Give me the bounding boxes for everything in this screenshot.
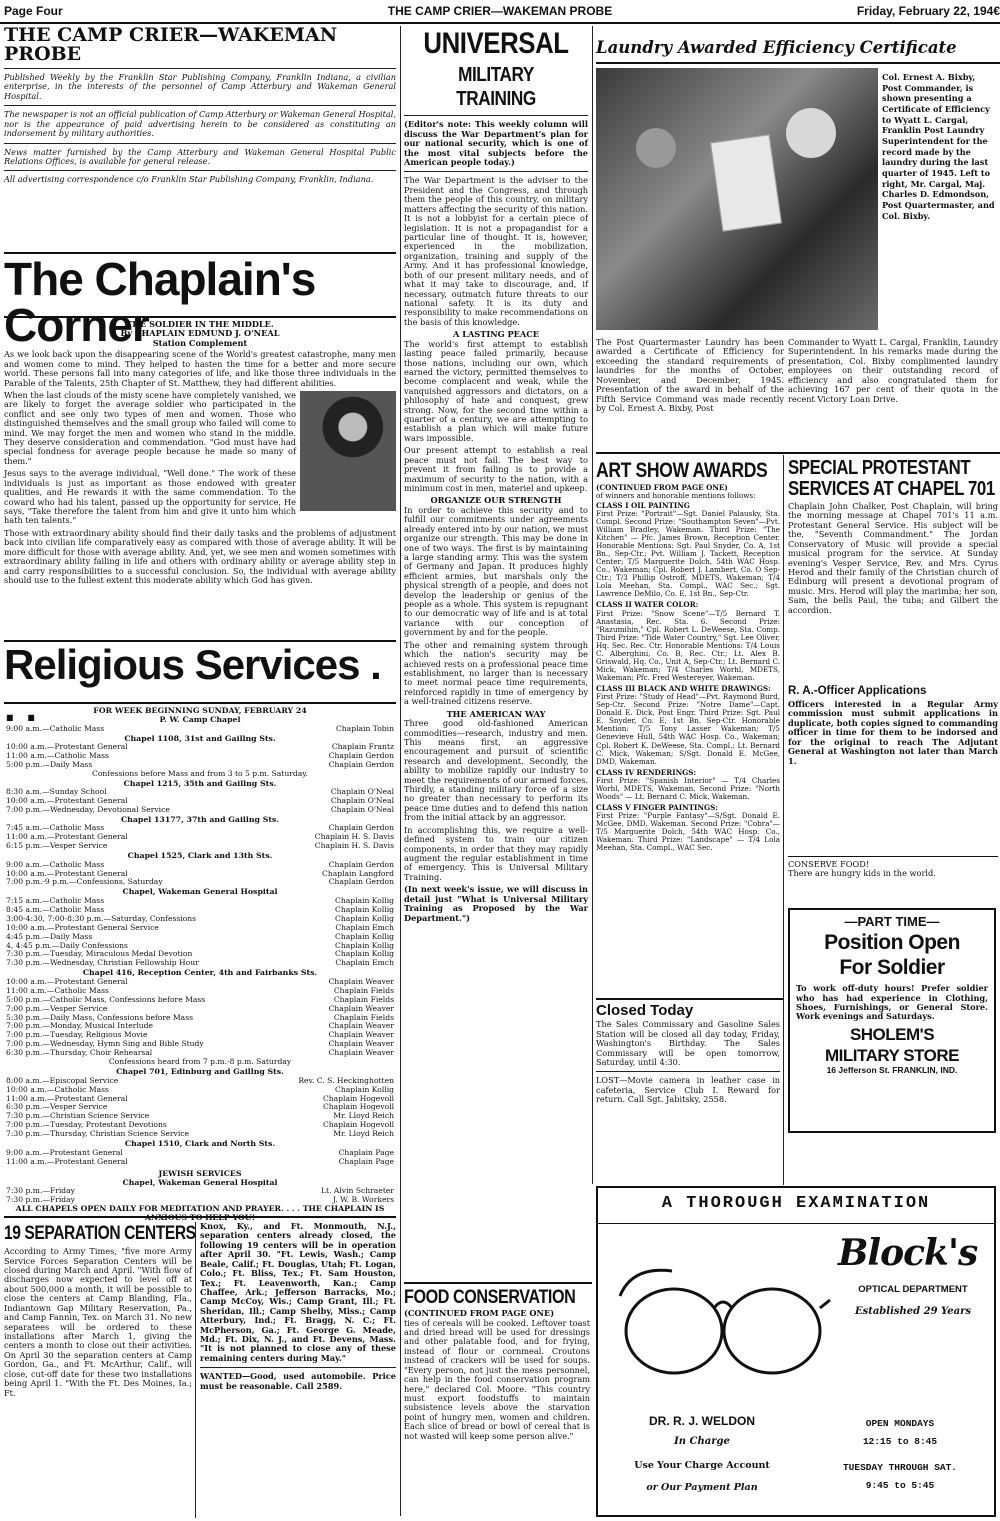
service-officiant: Chaplain Weaver: [328, 1048, 394, 1058]
art-class-heading: CLASS III BLACK AND WHITE DRAWINGS:: [596, 684, 771, 694]
service-time: 8:00 a.m.—Episcopal Service: [6, 1075, 119, 1085]
service-time: 11:00 a.m.—Protestant General: [6, 832, 128, 842]
parttime-top: —PART TIME—: [844, 914, 940, 929]
service-officiant: Chaplain Gerdon: [328, 859, 394, 869]
service-officiant: Chaplain Fields: [333, 985, 394, 995]
lost-ad: LOST—Movie camera in leather case in cafeteria, Service Club I. Reward for return. Call Sgt. Jabitsky, 2558.: [596, 1075, 780, 1105]
service-officiant: Chaplain Langford: [322, 868, 394, 878]
chapel-heading: Chapel 1215, 35th and Gaillng Sts.: [123, 778, 277, 788]
service-time: 7:00 p.m.—Wednesday, Devotional Service: [6, 805, 170, 815]
service-officiant: Chaplain Kollig: [335, 1084, 394, 1094]
parttime-store2: MILITARY STORE: [824, 1045, 960, 1065]
service-officiant: Chaplain Page: [338, 1147, 394, 1157]
service-officiant: Chaplain Kollig: [335, 940, 394, 950]
separation-article: [4, 1222, 196, 1517]
art-class-heading: CLASS V FINGER PAINTINGS:: [596, 802, 718, 812]
service-time: 7:00 p.m.—Monday, Musical Interlude: [6, 1021, 154, 1031]
service-officiant: Chaplain Gerdon: [328, 759, 394, 769]
chaplain-unit: Station Complement: [152, 337, 248, 348]
closed-body: The Sales Commissary and Gasoline Sales Station will be closed all day today, Friday, Washington's Birthday. The Sales Commissary will be open tomorrow, Saturday, until 4:30.: [596, 1019, 780, 1067]
separation-col1: According to Army Times, "five more Army Service Forces Separation Centers will be closed during March and April. "With flow of discharges now expected to level off at about 500,000 a month, it will be possible to close the centers at Camp Blanding, Fla., Indiantown Gap Military Reservation, Pa., and Camp Fannin, Tex. on March 31. No new separatees will be ordered to these installations after March 1, giving the centers a month to close out their activities. On April 30 the separation centers at Camp Gordon, Ga., and Ft. McArthur, Calif., will close, cut-off date for these two installations being April 1. "With the Ft. Des Moines, Ia.; Ft.: [4, 1246, 192, 1398]
service-officiant: Chaplain Tobin: [335, 723, 394, 733]
service-officiant: Chaplain Kollig: [335, 904, 394, 914]
service-officiant: Chaplain Kollig: [335, 931, 394, 941]
chapel-heading: Chapel 1510, Clark and North Sts.: [124, 1139, 276, 1149]
schedule-note: Confessions before Mass and from 3 to 5 p.m. Saturday.: [92, 768, 308, 778]
service-officiant: Chaplain O'Neal: [330, 787, 394, 797]
service-time: 10:00 a.m.—Protestant General Service: [6, 922, 159, 932]
service-officiant: Mr. Lloyd Reich: [333, 1129, 394, 1139]
art-class-heading: CLASS I OIL PAINTING: [596, 500, 690, 510]
service-time: 9:00 a.m.—Protestant General: [6, 1147, 123, 1157]
service-officiant: Chaplain H. S. Davis: [314, 832, 394, 842]
separation-headline: 19 SEPARATION CENTERS: [4, 1223, 196, 1244]
art-intro: of winners and honorable mentions follows:: [596, 490, 756, 500]
art-article: [596, 458, 780, 998]
protestant-headline: SPECIAL PROTESTANT SERVICES AT CHAPEL 701: [788, 457, 995, 500]
service-time: 3:00-4:30, 7:00-8:30 p.m.—Saturday, Confessions: [6, 913, 197, 923]
staff-box-p2: The newspaper is not an official publication of Camp Atterbury or Wakeman General Hospital, nor is the appearance of paid advertising herein to be considered as constituting an indorsement by military authorities.: [4, 109, 396, 139]
chaplain-headline: THE SOLDIER IN THE MIDDLE.: [126, 319, 274, 329]
service-time: 4, 4:45 p.m.—Daily Confessions: [6, 940, 128, 950]
schedule-row: [6, 878, 394, 887]
staff-box-p4: All advertising correspondence c/o Franklin Star Publishing Company, Franklin, Indiana.: [4, 174, 374, 185]
conserve-head: CONSERVE FOOD!: [788, 859, 870, 869]
schedule-note: Confessions heard from 7 p.m.-8 p.m. Saturday: [108, 1057, 292, 1067]
service-officiant: Lt. Alvin Schraeter: [320, 1186, 394, 1196]
officer-body: Officers interested in a Regular Army commission must submit applications in duplicate, both copies signed to commanding officer in time for them to be indorsed and for the original to reach The Adjutant General at Washington not later than March 1.: [788, 699, 998, 766]
chaplain-p2: When the last clouds of the misty scene have completely vanished, we are likely to forget the average soldier who participated in the conflict and see only two types of men and women. Those who distinguished themselves and the small group who failed will come to mind. We may forget the men and women who stand in the middle. They deserve consideration and commendation. "God must have had special fondness for average people because he made so many of them.": [4, 389, 296, 466]
chaplain-p3: Jesus says to the average individual, "Well done." The work of these individuals is just as important as those endowed with greater qualities, and He rewards it with the same commendation. To the coward who had his talent, passed up the opportunity for service, He says, "Take therefore the talent from him and give it unto him which hath ten talents.": [4, 468, 296, 526]
service-officiant: Mr. Lloyd Reich: [333, 1111, 394, 1121]
umt-p1: The War Department is the adviser to the President and the Congress, and through them the people of this country, on military matters affecting the security of this nation. It is not a lobbyist for a certain piece of legislation. It is not a propagandist for a particular line of thought. It is, however, experienced in the mobilization, organization, training and supply of the Army. And it has professional knowledge, both of our present military needs, and of what it may take to discourage, and, if necessary, outmatch future threats to our national safety. It is its duty and responsibility to make recommendations on the basis of this knowledge.: [404, 175, 588, 327]
food-headline: FOOD CONSERVATION: [404, 1287, 576, 1308]
service-officiant: Chaplain Weaver: [328, 976, 394, 986]
chaplain-banner: The Chaplain's Corner: [4, 253, 316, 351]
service-officiant: Chaplain Weaver: [328, 1021, 394, 1031]
service-time: 7:00 p.m.—Wednesday, Hymn Sing and Bible Study: [6, 1039, 204, 1049]
laundry-headline: Laundry Awarded Efficiency Certificate: [596, 38, 957, 57]
jewish-sub: Chapel, Wakeman General Hospital: [122, 1177, 278, 1187]
umt-sub1: A LASTING PEACE: [453, 329, 539, 340]
service-officiant: Chaplain Fields: [333, 1012, 394, 1022]
art-class-heading: CLASS II WATER COLOR:: [596, 600, 699, 610]
laundry-body-1: The Post Quartermaster Laundry has been awarded a Certificate of Efficiency for exceeding the standard requirements of laundries for the months of October, November, and December, 1945. Presentation of the award in behalf of the Fifth Service Command was made recently by Col. Ernest A. Bixby, Post: [596, 337, 784, 413]
parttime-line1: Position Open: [824, 930, 960, 954]
service-time: 7:30 p.m.—Wednesday, Christian Fellowship Hour: [6, 958, 199, 968]
umt-article: [404, 26, 588, 1186]
jewish-head: JEWISH SERVICES: [158, 1168, 242, 1178]
blocks-dept: OPTICAL DEPARTMENT: [858, 1284, 968, 1295]
umt-sub2: ORGANIZE OUR STRENGTH: [430, 495, 562, 506]
service-time: 7:30 p.m.—Friday: [6, 1195, 75, 1205]
chapel-heading: Chapel 416, Reception Center, 4th and Fairbanks Sts.: [82, 968, 318, 978]
parttime-body: To work off-duty hours! Prefer soldier who has had experience in Clothing, Shoes, Furnishings, or General Store. Work evenings and Saturdays.: [796, 983, 988, 1022]
service-time: 7:00 p.m.—Tuesday, Religious Movie: [6, 1030, 148, 1040]
blocks-banner: A THOROUGH EXAMINATION: [661, 1194, 931, 1213]
art-class-winners: First Prize: "Purple Fantasy"—S/Sgt. Donald E. McGee, DMD, Wakeman. Second Prize: "Cobra"—T/5 Marguerite Dolch, 54th WAC Hosp. Co., Wakeman. Third Prize: "Landscape" — T/4 Lola Meehan, Sta. Compl., WAC Sec.: [596, 811, 780, 853]
service-time: 10:00 a.m.—Catholic Mass: [6, 1084, 109, 1094]
separation-article-col2: [200, 1222, 396, 1517]
service-time: 5:00 p.m.—Catholic Mass, Confessions before Mass: [6, 994, 206, 1004]
service-officiant: Chaplain Weaver: [328, 1039, 394, 1049]
blocks-charge-2: or Our Payment Plan: [646, 1482, 758, 1493]
art-class-winners: First Prize: "Study of Head"—Pvt. Raymond Burd, Sep-Ctr. Second Prize: "Notre Dame"—Capt. Donald E. Dick, Post Engr. Third Prize: Sgt. Paul E. Snyder, Co. E, 1st Bn. Sep-Ctr. Honorable Mention: T/5 Tony Lasser Wakeman; T/5 Genevieve Hull, 54th WAC Hosp. Co., Wakeman; Cpl. Robert K. DeWeese, Sta. Compl.; Lt. Bernard C. Mick, Wakeman; S/Sgt. Donald E. McGee, DMD, Wakeman.: [596, 692, 780, 766]
art-headline: ART SHOW AWARDS: [596, 459, 768, 482]
service-time: 9:00 a.m.—Catholic Mass: [6, 723, 105, 733]
service-officiant: Chaplain Hogevoll: [322, 1120, 394, 1130]
service-officiant: Chaplain Kollig: [335, 949, 394, 959]
blocks-hours-2: 12:15 to 8:45: [862, 1436, 938, 1447]
conserve-box: [788, 860, 998, 904]
food-cont: (CONTINUED FROM PAGE ONE): [404, 1308, 555, 1319]
food-article: [404, 1286, 590, 1518]
food-body: ties of cereals will be cooked. Leftover toast and dried bread will be used for dressings and other palatable food, and for frying, instead of flour or cornmeal. Croutons instead of crackers will be used for soups. "Every person, not just the mess personnel, can help in the food conservation program here," declared Col. Moore. "This country must export foodstuffs to maintain subsistence levels above the starvation point of hungry men, women and children. Each slice of bread or bowl of cereal that is not wasted will keep some person alive.": [404, 1317, 590, 1441]
religious-banner: Religious Services . . .: [4, 641, 381, 730]
blocks-in-charge: In Charge: [674, 1436, 730, 1447]
schedule-row: [6, 725, 394, 734]
service-time: 7:45 a.m.—Catholic Mass: [6, 823, 105, 833]
blocks-doctor: DR. R. J. WELDON: [648, 1414, 755, 1428]
service-time: 4:45 p.m.—Daily Mass: [6, 931, 93, 941]
service-officiant: Chaplain Weaver: [328, 1003, 394, 1013]
service-officiant: Chaplain Emch: [335, 922, 394, 932]
service-time: 7:30 p.m.—Tuesday, Miraculous Medal Devotion: [6, 949, 193, 959]
protestant-body: Chaplain John Chalker, Post Chaplain, will bring the morning message at Chapel 701's 11 a.m. Protestant General Service. His subject will be the, "Seventh Commandment." The Jordan Conservatory of Music will provide a special musical program for the service. At Sunday evening's Vesper Service, Rev. and Mrs. Cyrus Herod and their family of the Christian church of Edinburg will present a devotional program of music. Mrs. Herod will play the marimba; her son, Sam, the bells Paul, the tuba; and Gilbert the accordion.: [788, 501, 998, 615]
laundry-caption: Col. Ernest A. Bixby, Post Commander, is shown presenting a Certificate of Efficiency to Wyatt L. Cargal, Franklin Post Laundry Superintendent for the record made by the laundry during the last quarter of 1945. Left to right, Mr. Cargal, Maj. Charles D. Edmondson, Post Quartermaster, and Col. Bixby.: [882, 72, 995, 221]
closed-article: [596, 1002, 780, 1182]
chaplain-article: [4, 320, 396, 638]
service-time: 10:00 a.m.—Protestant General: [6, 868, 128, 878]
schedule-row: [6, 1158, 394, 1167]
service-officiant: Chaplain O'Neal: [330, 796, 394, 806]
service-time: 6:30 p.m.—Vesper Service: [6, 1102, 108, 1112]
umt-p3: Our present attempt to establish a real peace must not fail. The best way to prevent it from failing is to provide a maximum of security to the nation, with a minimum cost in men, materiel and upkeep.: [404, 445, 588, 493]
umt-p7: In accomplishing this, we require a well-defined system to train our citizen components, in order that they may rapidly augment the regular establishment in time of emergency. This is Universal Military Training.: [404, 824, 588, 882]
parttime-ad: [788, 908, 996, 1133]
officer-headline: R. A.-Officer Applications: [788, 685, 927, 697]
service-time: 5:00 p.m.—Daily Mass: [6, 759, 93, 769]
blocks-established: Established 29 Years: [854, 1306, 972, 1317]
chapel-heading: Chapel, Wakeman General Hospital: [122, 887, 278, 897]
service-officiant: Chaplain H. S. Davis: [314, 841, 394, 851]
art-class-winners: First Prize: "Snow Scene"—T/5 Bernard T. Anastasia, Rec. Sta. 6. Second Prize: "Razumihin," Cpl. Robert L. DeWeese, Sta. Comp. Third Prize: "Tide Water Country," Sgt. Lee Oliver, Hq. Sec. Rec. Ctr. Honorable Mentions: T/4 Louis C. Alberghini, Co. B, Rec. Ctr.; Lt. Alex B. Griswald, Hq. Co., Unit A, Sep-Ctr.; Lt. Bernard C. Mick, Wakeman; T/4 Charles Worhl, MDETS, Wakeman; Pfc. Fred Westereyer, Wakeman.: [596, 608, 780, 683]
laundry-body-2: Commander to Wyatt L. Cargal, Franklin, Laundry Superintendent. In his remarks made during the presentation, Col. Bixby complimented laundry employees on their outstanding record of efficiency and also congratulated them for achieving 167 per cent of their quota in the recent Victory Loan Drive.: [788, 337, 998, 404]
schedule-row: [6, 959, 394, 968]
service-time: 9:00 a.m.—Catholic Mass: [6, 859, 105, 869]
staff-box: [4, 26, 396, 251]
service-time: 7:00 p.m.—Vesper Service: [6, 1003, 108, 1013]
schedule-row: [6, 1130, 394, 1139]
service-time: 10:00 a.m.—Protestant General: [6, 796, 128, 806]
service-time: 5:30 p.m.—Daily Mass, Confessions before Mass: [6, 1012, 193, 1022]
schedule-row: [6, 842, 394, 851]
page-number: Page Four: [4, 4, 63, 18]
chapel-heading: Chapel 1108, 31st and Gaillng Sts.: [124, 733, 276, 743]
service-time: 10:00 a.m.—Protestant General: [6, 976, 128, 986]
chapel-heading: Chapel 13177, 37th and Gaillng Sts.: [120, 815, 280, 824]
umt-sub3: THE AMERICAN WAY: [446, 708, 546, 719]
masthead-title: THE CAMP CRIER—WAKEMAN PROBE: [387, 4, 613, 18]
service-time: 11:00 a.m.—Protestant General: [6, 1093, 128, 1103]
parttime-store1: SHOLEM'S: [849, 1024, 935, 1044]
service-time: 11:00 a.m.—Catholic Mass: [6, 985, 109, 995]
chapel-heading: P. W. Camp Chapel: [159, 715, 241, 725]
service-officiant: J. W. B. Workers: [332, 1195, 394, 1205]
art-class-winners: First Prize: "Portrait"—Sgt. Daniel Palausky, Sta. Compl. Second Prize: "Southampton Seven"—Pvt. William Bradley, Wakeman. Third Prize: "The Kitchen" — Pfc. James Brown, Reception Center. Honorable Mentions: Sgt. Paul Snyder, Co. A, 1st Bn., Sep-Ctr.; Pvt. William J. Tackett, Reception Center; T/5 Marguerite Dolch, 54th WAC Hosp. Co., Wakeman; Cpl. Robert J. Lambert, Co. O Sep-Ctr.; T/3 Phillip Ostroff, MDETS, Wakeman; T/4 Lola Meehan, Sta. Compl., WAC Sec.; Sgt. Lawrence DeMilo, Co. E, 1st Bn., Sep-Ctr.: [596, 508, 780, 599]
staff-box-title: THE CAMP CRIER—WAKEMAN PROBE: [4, 24, 338, 65]
chapel-heading: Chapel 701, Edinburg and Gaillng Sts.: [116, 1067, 284, 1077]
umt-p6: Three good old-fashioned American commodities—research, industry and men. This means first, an aggressive encouragement and pursuit of scientific research and development. Secondly, the ability to mobilize rapidly our industry to meet the requirements of our armed forces. Thirdly, a standing military force of a size no greater than necessary to perform its peace time duties and to defend this nation from the initial attack by an aggressor.: [404, 718, 588, 823]
blocks-charge-1: Use Your Charge Account: [634, 1460, 770, 1471]
schedule-row: [6, 806, 394, 815]
schedule-week: FOR WEEK BEGINNING SUNDAY, FEBRUARY 24: [93, 706, 307, 715]
schedule-footer: ALL CHAPELS OPEN DAILY FOR MEDITATION AND PRAYER. . . . THE CHAPLAIN IS ANXIOUS TO HELP YOU!: [15, 1204, 385, 1223]
staff-box-p1: Published Weekly by the Franklin Star Publishing Company, Franklin Indiana, a civilian enterprise, in the interests of the personnel of Camp Atterbury and Wakeman General Hospital.: [4, 72, 396, 101]
service-officiant: Chaplain Gerdon: [328, 877, 394, 887]
chapel-heading: Chapel 1525, Clark and 13th Sts.: [127, 851, 273, 861]
service-officiant: Chaplain O'Neal: [330, 805, 394, 815]
parttime-line2: For Soldier: [839, 956, 945, 980]
officer-article: [788, 684, 998, 854]
umt-p2: The world's first attempt to establish lasting peace failed primarily, because those nations, including our own, which earned the victory, permitted themselves to become complacent and weak, while the vanquished aggressors and dictators, on a philosophy of hate and conquest, grew strong. Now, for the second time within a quarter of a century, we are attempting to establish a plan which will make future wars impossible.: [404, 338, 588, 443]
parttime-address: 16 Jefferson St. FRANKLIN, IND.: [826, 1065, 958, 1076]
service-officiant: Chaplain Kollig: [335, 913, 394, 923]
service-time: 10:00 a.m.—Protestant General: [6, 741, 128, 751]
service-time: 11:00 a.m.—Protestant General: [6, 1156, 128, 1166]
laundry-body-left: [596, 338, 784, 450]
laundry-body-right: [788, 338, 998, 450]
umt-p5: The other and remaining system through which the nation's security may be achieved rests on a professional peace time establishment, no larger than is necessary to meet normal peace time requirements, reinforced rapidly in time of emergency by a well-trained citizens reserve.: [404, 639, 588, 707]
blocks-hours-3: TUESDAY THROUGH SAT.: [842, 1462, 958, 1473]
chaplain-byline: By CHAPLAIN EDMUND J. O'NEAL: [120, 328, 280, 339]
religious-schedule: [6, 706, 394, 1223]
service-time: 7:30 p.m.—Friday: [6, 1186, 75, 1196]
service-officiant: Chaplain Fields: [333, 994, 394, 1004]
blocks-hours-4: 9:45 to 5:45: [865, 1480, 935, 1491]
service-time: 7:00 p.m.-9 p.m.—Confessions, Saturday: [6, 877, 163, 887]
chaplain-photo: [300, 391, 396, 511]
chaplain-p1: As we look back upon the disappearing scene of the World's greatest catastrophe, many men and women come to mind. They helped to hasten the time for a better and more secure world. These persons fall into many categories of life, and like those three individuals in the Parable of the Talents, 25th Chapter of St. Matthew, they had different abilities.: [4, 349, 396, 388]
eyeglasses-icon: [612, 1246, 834, 1406]
blocks-logo: Block's: [838, 1232, 978, 1274]
service-time: 7:00 p.m.—Tuesday, Protestant Devotions: [6, 1120, 167, 1130]
protestant-article: [788, 458, 998, 678]
service-time: 7:30 p.m.—Christian Science Service: [6, 1111, 150, 1121]
service-officiant: Chaplain Page: [338, 1156, 394, 1166]
conserve-body: There are hungry kids in the world.: [788, 868, 936, 879]
wanted-ad: WANTED—Good, used automobile. Price must be reasonable. Call 2589.: [200, 1371, 396, 1391]
closed-headline: Closed Today: [596, 1002, 694, 1019]
service-officiant: Chaplain Emch: [335, 958, 394, 968]
service-time: 7:30 p.m.—Thursday, Christian Science Service: [6, 1129, 190, 1139]
service-officiant: Chaplain Gerdon: [328, 750, 394, 760]
service-time: 6:15 p.m.—Vesper Service: [6, 841, 108, 851]
umt-headline-2: MILITARY TRAINING: [456, 63, 536, 110]
separation-col2: Knox, Ky., and Ft. Monmouth, N.J., separation centers already closed, the following 19 centers will be in operation after April 30. "Ft. Lewis, Wash.; Camp Beale, Calif.; Ft. Douglas, Utah; Ft. Logan, Colo.; Ft. Bliss, Tex.; Ft. Sam Houston, Tex.; Ft. Leavenworth, Kan.; Camp Chaffee, Ark.; Jefferson Barracks, Mo.; Camp McCoy, Wis.; Camp Grant, Ill.; Ft. Sheridan, Ill.; Camp Shelby, Miss.; Camp Atterbury, Ind.; Ft. Bragg, N. C.; Ft. McPherson, Ga.; Ft. George G. Meade, Md.; Ft. Dix, N. J., and Ft. Devens, Mass. "It is not planned to close any of these remaining centers during May.": [200, 1221, 396, 1363]
masthead-date: Friday, February 22, 194€: [856, 4, 1000, 18]
service-officiant: Chaplain Hogevoll: [322, 1093, 394, 1103]
service-officiant: Chaplain Weaver: [328, 1030, 394, 1040]
art-class-winners: First Prize: "Spanish Interior" — T/4 Charles Worhl, MDETS, Wakeman. Second Prize: "North Woods" — Lt. Bernard C. Mick, Wakeman.: [596, 775, 780, 801]
staff-box-p3: News matter furnished by the Camp Atterbury and Wakeman General Hospital Public Relations Offices, is available for general release.: [4, 146, 396, 166]
umt-headline-1: UNIVERSAL: [423, 27, 569, 60]
laundry-photo: [596, 68, 878, 330]
umt-p4: In order to achieve this security and to fulfill our commitments under agreements already entered into by our nation, we must organize our strength. This may be done in one of two ways. The first is by maintaining a large standing army. This was the system of Germany and Japan. It produces highly efficient armies, but marshals only the physical strength of a people, and does not develop the leadership or genius of the people as a whole. This system is repugnant to our democratic way of life and is at total variance with our conception of government by and for the people.: [404, 504, 588, 638]
blocks-hours-1: OPEN MONDAYS: [865, 1418, 935, 1429]
service-officiant: Chaplain Gerdon: [328, 823, 394, 833]
chaplain-p4: Those with extraordinary ability should find their daily tasks and the problems of adjustment back into civilian life comparatively easy as compared with those of average ability. It will be more difficult for those with average ability. And, yet, we see men and women sometimes with extraordinary ability failing in life and others with ordinary ability or average ability step in and carry responsibilities to a successful conclusion. So, the individual with average ability should use to the fullest extent this moderate ability which God has given.: [4, 527, 396, 585]
blocks-ad: [596, 1186, 996, 1517]
art-cont: (CONTINUED FROM PAGE ONE): [596, 482, 728, 492]
art-class-heading: CLASS IV RENDERINGS:: [596, 767, 697, 777]
umt-p8: (In next week's issue, we will discuss in detail just "What is Universal Military Training as Proposed by the War Department."): [404, 884, 588, 923]
service-officiant: Chaplain Hogevoll: [322, 1102, 394, 1112]
service-time: 8:45 a.m.—Catholic Mass: [6, 904, 105, 914]
service-time: 7:15 a.m.—Catholic Mass: [6, 895, 105, 905]
service-officiant: Chaplain Kollig: [335, 895, 394, 905]
umt-note: (Editor's note: This weekly column will discuss the War Department's plan for our national security, which is one of the most vital subjects before the American people today.): [404, 119, 588, 168]
service-officiant: Chaplain Frantz: [331, 741, 394, 751]
service-time: 6:30 p.m.—Thursday, Choir Rehearsal: [6, 1048, 153, 1058]
service-time: 8:30 a.m.—Sunday School: [6, 787, 107, 797]
service-time: 11:00 a.m.—Catholic Mass: [6, 750, 109, 760]
service-officiant: Rev. C. S. Heckinghotten: [298, 1075, 394, 1085]
